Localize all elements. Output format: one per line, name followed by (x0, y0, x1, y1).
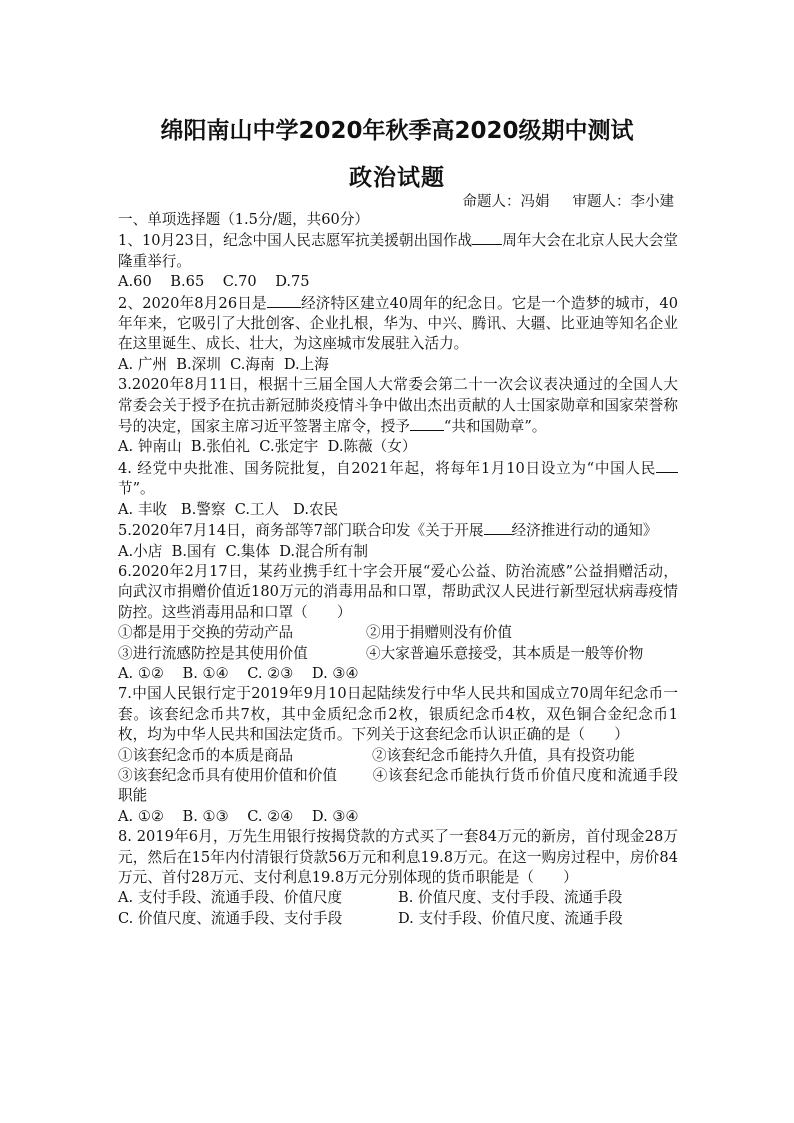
q6-options: A. ①② B. ①④ C. ②③ D. ③④ (118, 664, 359, 682)
q6-statement-4: ④大家普遍乐意接受，其本质是一般等价物 (366, 644, 644, 662)
q2-stem-pre: 2、2020年8月26日是 (118, 294, 267, 312)
q1-stem-post: 周年大会在北京人民大会堂隆重举行。 (118, 232, 678, 270)
q6-statement-1: ①都是用于交换的劳动产品 (118, 624, 294, 642)
question-8: 8. 2019年6月，万先生用银行按揭贷款的方式买了一套84万元的新房，首付现金28万元，然后在15年内付清银行贷款56万元和利息19.8万元。在这一购房过程中，房价84万元、首付28万元、支付利息19.8万元分别体现的货币职能是（ ） (118, 828, 678, 886)
question-3 (118, 375, 678, 437)
exam-title: 绵阳南山中学2020年秋季高2020级期中测试 (160, 118, 634, 144)
subject-title: 政治试题 (349, 165, 445, 191)
author-line (462, 190, 674, 211)
q7-statement-3: ③该套纪念币具有使用价值和价值 (118, 766, 337, 784)
q3-stem-post: “共和国勋章”。 (443, 418, 547, 436)
answer-blank (267, 293, 301, 308)
q3-options: A. 钟南山 B.张伯礼 C.张定宇 D.陈薇（女） (118, 438, 417, 456)
question-7: 7.中国人民银行定于2019年9月10日起陆续发行中华人民共和国成立70周年纪念币一套。该套纪念币共7枚，其中金质纪念币2枚，银质纪念币4枚，双色铜合金纪念币1枚，均为中华人民共和国法定货币。下列关于这套纪念币认识正确的是（ ） (118, 685, 678, 744)
q8-options-row1 (118, 888, 678, 908)
q6-statement-2: ②用于捐赠则没有价值 (366, 624, 512, 642)
reviewer: 审题人：李小建 (572, 194, 674, 210)
q8-option-b: B. 价值尺度、支付手段、流通手段 (398, 889, 623, 907)
q2-stem-post: 经济特区建立40周年的纪念日。它是一个造梦的城市，40年年来，它吸引了大批创客、企业扎根，华为、中兴、腾讯、大疆、比亚迪等知名企业在这里诞生、成长、壮大，为这座城市发展驻入活力。 (118, 294, 678, 353)
q5-stem-pre: 5.2020年7月14日，商务部等7部门联合印发《关于开展 (118, 522, 484, 540)
answer-blank (484, 520, 512, 535)
q8-option-d: D. 支付手段、价值尺度、流通手段 (398, 909, 623, 927)
q2-options: A. 广州 B.深圳 C.海南 D.上海 (118, 355, 329, 373)
question-body (118, 210, 678, 929)
question-4 (118, 458, 678, 500)
q4-stem-post: 节”。 (118, 480, 155, 498)
q7-options: A. ①② B. ①③ C. ②④ D. ③④ (118, 807, 359, 825)
q5-stem-post: 经济推进行动的通知》 (511, 522, 658, 540)
q4-stem-pre: 4. 经党中央批准、国务院批复，自2021年起，将每年1月10日设立为“中国人民 (118, 459, 656, 477)
answer-blank (656, 458, 678, 473)
q1-stem-pre: 1、10月23日，纪念中国人民志愿军抗美援朝出国作战 (118, 232, 473, 250)
q7-statements-row1 (118, 746, 678, 766)
q6-statement-3: ③进行流感防控是其使用价值 (118, 644, 308, 662)
q5-options: A.小店 B.国有 C.集体 D.混合所有制 (118, 542, 369, 560)
question-2 (118, 293, 678, 355)
question-6: 6.2020年2月17日，某药业携手红十字会开展“爱心公益、防治流感”公益捐赠活动，向武汉市捐赠价值近180万元的消毒用品和口罩，帮助武汉人民进行新型冠状病毒疫情防控。这些消毒用品和口罩（ ） (118, 562, 678, 621)
question-1 (118, 230, 678, 272)
q6-statements-row1 (118, 623, 678, 643)
q8-option-a: A. 支付手段、流通手段、价值尺度 (118, 889, 343, 907)
setter: 命题人：冯娟 (462, 194, 550, 210)
q7-statement-1: ①该套纪念币的本质是商品 (118, 746, 294, 764)
q7-statement-2: ②该套纪念币能持久升值，具有投资功能 (372, 746, 635, 764)
q6-statements-row2 (118, 644, 678, 664)
answer-blank (472, 230, 502, 245)
question-5 (118, 520, 678, 541)
q3-stem-pre: 3.2020年8月11日，根据十三届全国人大常委会第二十一次会议表决通过的全国人大常委会关于授予在抗击新冠肺炎疫情斗争中做出杰出贡献的人士国家勋章和国家荣誉称号的决定，国家主席习近平签署主席令，授予 (118, 376, 678, 436)
q4-options: A. 丰收 B.警察 C.工人 D.农民 (118, 500, 339, 518)
q1-options: A.60 B.65 C.70 D.75 (118, 273, 310, 291)
q8-options-row2 (118, 909, 678, 929)
section-heading: 一、单项选择题（1.5分/题，共60分） (118, 211, 370, 228)
answer-blank (410, 416, 444, 431)
q7-statement-4: ④该套纪念币能执行货币价值尺度和流通手段职能 (118, 766, 678, 805)
q8-option-c: C. 价值尺度、流通手段、支付手段 (118, 909, 343, 927)
q7-statements-row2 (118, 766, 678, 807)
